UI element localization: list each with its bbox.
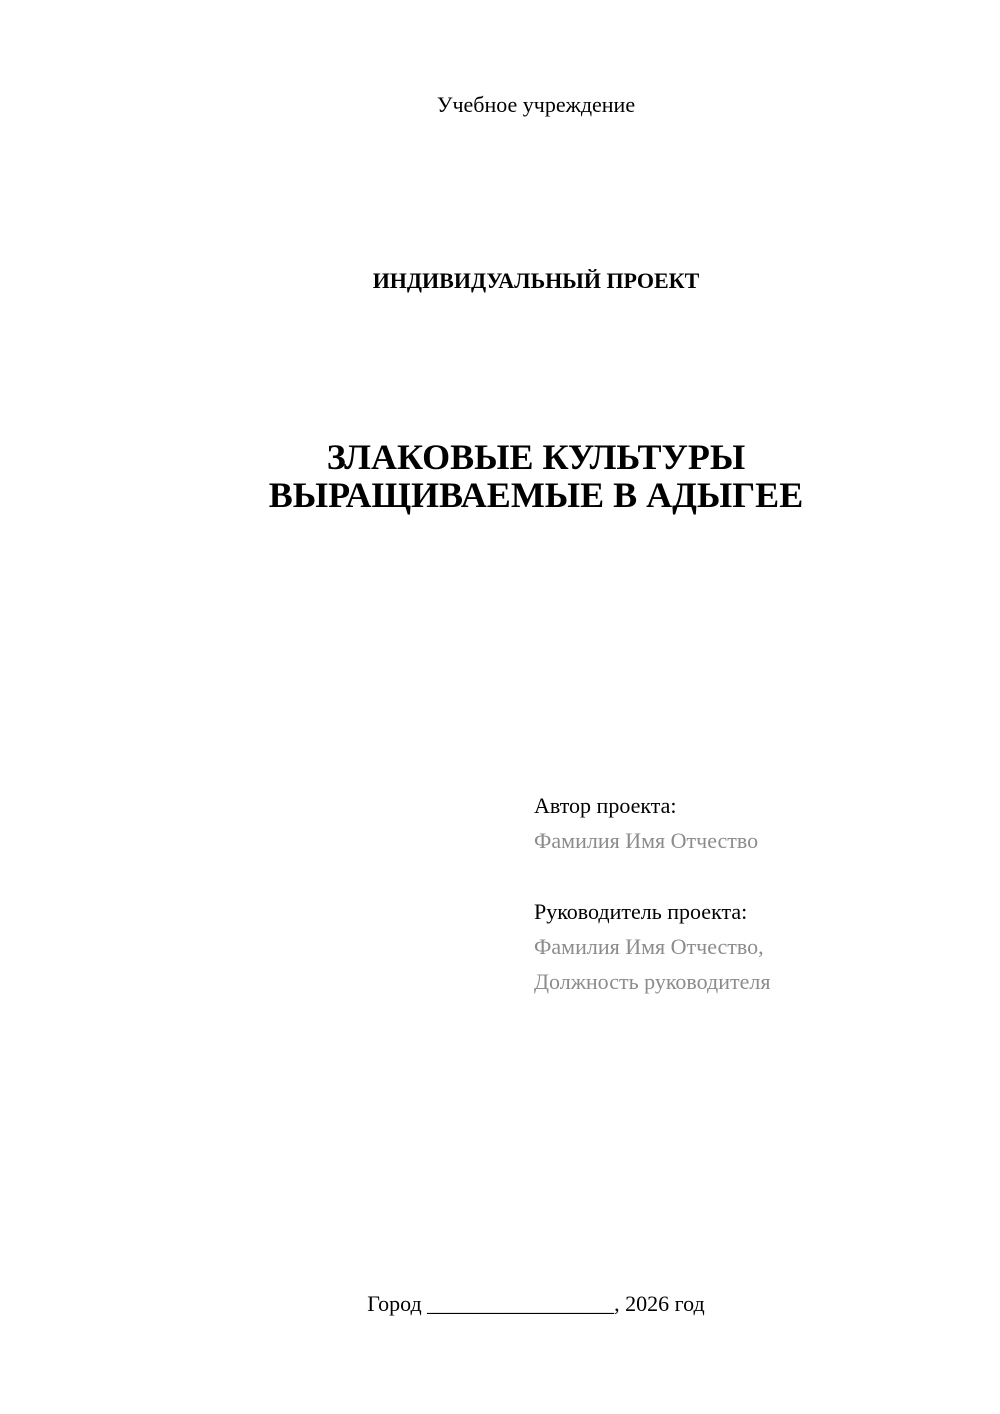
project-type-heading: ИНДИВИДУАЛЬНЫЙ ПРОЕКТ <box>372 268 700 293</box>
credits-block <box>534 788 770 999</box>
project-title-line-2: ВЫРАЩИВАЕМЫЕ В АДЫГЕЕ <box>268 475 804 515</box>
author-name: Фамилия Имя Отчество <box>534 828 759 853</box>
supervisor-name: Фамилия Имя Отчество, <box>534 934 764 959</box>
project-title <box>0 438 1000 514</box>
credits-spacer <box>534 858 770 894</box>
project-title-line-1: ЗЛАКОВЫЕ КУЛЬТУРЫ <box>326 437 746 477</box>
supervisor-position: Должность руководителя <box>534 969 771 994</box>
city-year-footer: Город _________________, 2026 год <box>367 1291 705 1316</box>
author-label: Автор проекта: <box>534 793 677 818</box>
supervisor-label: Руководитель проекта: <box>534 899 748 924</box>
institution-name: Учебное учреждение <box>436 92 636 117</box>
